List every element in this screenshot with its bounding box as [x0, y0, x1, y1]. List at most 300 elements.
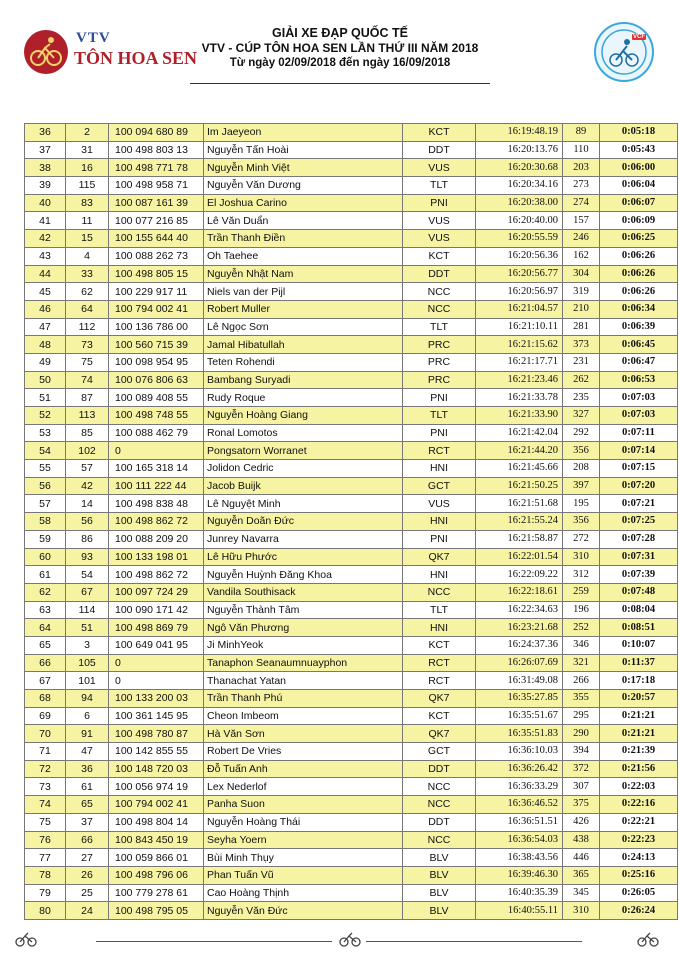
total-time-cell: 16:40:55.11	[476, 902, 563, 920]
uci-id-cell: 100 087 161 39	[109, 194, 204, 212]
rank-cell: 76	[25, 831, 66, 849]
rider-name-cell: Ronal Lomotos	[204, 424, 403, 442]
uci-id-cell: 0	[109, 654, 204, 672]
uci-id-cell: 100 498 838 48	[109, 495, 204, 513]
uci-id-cell: 100 779 278 61	[109, 884, 204, 902]
rank-cell: 61	[25, 566, 66, 584]
rider-name-cell: Lê Nguyệt Minh	[204, 495, 403, 513]
total-time-cell: 16:36:33.29	[476, 778, 563, 796]
time-gap-cell: 0:07:03	[600, 407, 678, 425]
rider-name-cell: Bùi Minh Thụy	[204, 849, 403, 867]
team-code-cell: BLV	[403, 902, 476, 920]
points-cell: 345	[563, 884, 600, 902]
bib-cell: 47	[66, 743, 109, 761]
total-time-cell: 16:21:33.90	[476, 407, 563, 425]
team-code-cell: NCC	[403, 300, 476, 318]
bib-cell: 37	[66, 813, 109, 831]
time-gap-cell: 0:22:23	[600, 831, 678, 849]
table-row	[25, 866, 678, 884]
team-code-cell: TLT	[403, 318, 476, 336]
bib-cell: 112	[66, 318, 109, 336]
total-time-cell: 16:35:51.67	[476, 707, 563, 725]
table-row	[25, 672, 678, 690]
table-row	[25, 177, 678, 195]
bib-cell: 85	[66, 424, 109, 442]
table-row	[25, 548, 678, 566]
points-cell: 259	[563, 583, 600, 601]
points-cell: 397	[563, 477, 600, 495]
rider-name-cell: Phan Tuấn Vũ	[204, 866, 403, 884]
table-row	[25, 194, 678, 212]
bib-cell: 26	[66, 866, 109, 884]
uci-id-cell: 100 229 917 11	[109, 283, 204, 301]
time-gap-cell: 0:21:56	[600, 760, 678, 778]
team-code-cell: TLT	[403, 601, 476, 619]
points-cell: 446	[563, 849, 600, 867]
cyclist-icon	[14, 930, 38, 948]
rider-name-cell: Nguyễn Văn Dương	[204, 177, 403, 195]
table-row	[25, 336, 678, 354]
points-cell: 319	[563, 283, 600, 301]
rider-name-cell: Hà Văn Sơn	[204, 725, 403, 743]
team-code-cell: PNI	[403, 424, 476, 442]
team-code-cell: DDT	[403, 760, 476, 778]
uci-id-cell: 100 076 806 63	[109, 371, 204, 389]
points-cell: 355	[563, 690, 600, 708]
rider-name-cell: Nguyễn Thành Tâm	[204, 601, 403, 619]
time-gap-cell: 0:06:07	[600, 194, 678, 212]
team-code-cell: NCC	[403, 283, 476, 301]
time-gap-cell: 0:24:13	[600, 849, 678, 867]
points-cell: 365	[563, 866, 600, 884]
time-gap-cell: 0:11:37	[600, 654, 678, 672]
time-gap-cell: 0:07:48	[600, 583, 678, 601]
rank-cell: 48	[25, 336, 66, 354]
time-gap-cell: 0:06:45	[600, 336, 678, 354]
points-cell: 235	[563, 389, 600, 407]
team-code-cell: RCT	[403, 442, 476, 460]
points-cell: 292	[563, 424, 600, 442]
bib-cell: 66	[66, 831, 109, 849]
points-cell: 195	[563, 495, 600, 513]
bib-cell: 87	[66, 389, 109, 407]
time-gap-cell: 0:21:39	[600, 743, 678, 761]
bib-cell: 25	[66, 884, 109, 902]
rider-name-cell: Niels van der Pijl	[204, 283, 403, 301]
points-cell: 312	[563, 566, 600, 584]
uci-id-cell: 100 088 262 73	[109, 247, 204, 265]
rider-name-cell: Pongsatorn Worranet	[204, 442, 403, 460]
rank-cell: 56	[25, 477, 66, 495]
cyclist-icon	[338, 930, 362, 948]
table-row	[25, 813, 678, 831]
total-time-cell: 16:23:21.68	[476, 619, 563, 637]
points-cell: 438	[563, 831, 600, 849]
title-underline	[190, 83, 490, 84]
table-row	[25, 778, 678, 796]
time-gap-cell: 0:06:26	[600, 265, 678, 283]
total-time-cell: 16:20:38.00	[476, 194, 563, 212]
uci-id-cell: 100 498 780 87	[109, 725, 204, 743]
table-row	[25, 460, 678, 478]
team-code-cell: DDT	[403, 813, 476, 831]
rank-cell: 69	[25, 707, 66, 725]
results-table	[24, 123, 678, 920]
table-row	[25, 318, 678, 336]
bib-cell: 51	[66, 619, 109, 637]
time-gap-cell: 0:07:39	[600, 566, 678, 584]
table-row	[25, 760, 678, 778]
uci-id-cell: 100 361 145 95	[109, 707, 204, 725]
points-cell: 162	[563, 247, 600, 265]
rank-cell: 80	[25, 902, 66, 920]
time-gap-cell: 0:21:21	[600, 707, 678, 725]
rank-cell: 64	[25, 619, 66, 637]
table-row	[25, 743, 678, 761]
rider-name-cell: Lex Nederlof	[204, 778, 403, 796]
team-code-cell: QK7	[403, 548, 476, 566]
rank-cell: 71	[25, 743, 66, 761]
bib-cell: 36	[66, 760, 109, 778]
points-cell: 262	[563, 371, 600, 389]
uci-id-cell: 100 136 786 00	[109, 318, 204, 336]
vtv-logo-text: VTV	[76, 30, 111, 46]
rider-name-cell: El Joshua Carino	[204, 194, 403, 212]
rank-cell: 46	[25, 300, 66, 318]
uci-id-cell: 100 498 805 15	[109, 265, 204, 283]
total-time-cell: 16:22:09.22	[476, 566, 563, 584]
table-row	[25, 283, 678, 301]
rank-cell: 72	[25, 760, 66, 778]
total-time-cell: 16:39:46.30	[476, 866, 563, 884]
team-code-cell: BLV	[403, 884, 476, 902]
rank-cell: 75	[25, 813, 66, 831]
uci-id-cell: 100 498 958 71	[109, 177, 204, 195]
team-code-cell: PNI	[403, 389, 476, 407]
uci-id-cell: 100 077 216 85	[109, 212, 204, 230]
uci-id-cell: 100 498 869 79	[109, 619, 204, 637]
time-gap-cell: 0:07:28	[600, 530, 678, 548]
rider-name-cell: Nguyễn Tấn Hoài	[204, 141, 403, 159]
team-code-cell: PRC	[403, 353, 476, 371]
table-row	[25, 407, 678, 425]
total-time-cell: 16:20:13.76	[476, 141, 563, 159]
rider-name-cell: Oh Taehee	[204, 247, 403, 265]
bib-cell: 4	[66, 247, 109, 265]
points-cell: 290	[563, 725, 600, 743]
table-row	[25, 849, 678, 867]
table-row	[25, 300, 678, 318]
rank-cell: 67	[25, 672, 66, 690]
uci-id-cell: 100 165 318 14	[109, 460, 204, 478]
table-row	[25, 371, 678, 389]
team-code-cell: KCT	[403, 247, 476, 265]
uci-id-cell: 100 059 866 01	[109, 849, 204, 867]
uci-id-cell: 100 089 408 55	[109, 389, 204, 407]
bib-cell: 115	[66, 177, 109, 195]
rank-cell: 79	[25, 884, 66, 902]
rank-cell: 73	[25, 778, 66, 796]
rank-cell: 53	[25, 424, 66, 442]
total-time-cell: 16:20:30.68	[476, 159, 563, 177]
time-gap-cell: 0:06:26	[600, 283, 678, 301]
total-time-cell: 16:21:17.71	[476, 353, 563, 371]
rank-cell: 49	[25, 353, 66, 371]
vcf-badge: VCF	[633, 34, 645, 40]
team-code-cell: VUS	[403, 230, 476, 248]
table-row	[25, 902, 678, 920]
rider-name-cell: Tanaphon Seanaumnuayphon	[204, 654, 403, 672]
time-gap-cell: 0:25:16	[600, 866, 678, 884]
rider-name-cell: Cheon Imbeom	[204, 707, 403, 725]
team-code-cell: NCC	[403, 778, 476, 796]
table-row	[25, 124, 678, 142]
time-gap-cell: 0:06:26	[600, 247, 678, 265]
table-row	[25, 159, 678, 177]
table-row	[25, 619, 678, 637]
total-time-cell: 16:21:33.78	[476, 389, 563, 407]
rider-name-cell: Im Jaeyeon	[204, 124, 403, 142]
time-gap-cell: 0:08:51	[600, 619, 678, 637]
points-cell: 266	[563, 672, 600, 690]
points-cell: 273	[563, 177, 600, 195]
rider-name-cell: Lê Ngọc Sơn	[204, 318, 403, 336]
bib-cell: 16	[66, 159, 109, 177]
rank-cell: 55	[25, 460, 66, 478]
team-code-cell: VUS	[403, 212, 476, 230]
table-row	[25, 265, 678, 283]
points-cell: 157	[563, 212, 600, 230]
bib-cell: 31	[66, 141, 109, 159]
time-gap-cell: 0:10:07	[600, 636, 678, 654]
team-code-cell: VUS	[403, 159, 476, 177]
points-cell: 274	[563, 194, 600, 212]
rank-cell: 60	[25, 548, 66, 566]
time-gap-cell: 0:26:05	[600, 884, 678, 902]
rider-name-cell: Vandila Southisack	[204, 583, 403, 601]
cyclist-emblem-icon	[24, 30, 68, 74]
table-row	[25, 353, 678, 371]
points-cell: 426	[563, 813, 600, 831]
bib-cell: 73	[66, 336, 109, 354]
bib-cell: 105	[66, 654, 109, 672]
team-code-cell: QK7	[403, 725, 476, 743]
footer-rule-right	[366, 941, 582, 942]
rider-name-cell: Rudy Roque	[204, 389, 403, 407]
uci-id-cell: 100 111 222 44	[109, 477, 204, 495]
rider-name-cell: Seyha Yoern	[204, 831, 403, 849]
team-code-cell: TLT	[403, 177, 476, 195]
team-code-cell: RCT	[403, 672, 476, 690]
team-code-cell: NCC	[403, 583, 476, 601]
team-code-cell: HNI	[403, 460, 476, 478]
team-code-cell: NCC	[403, 831, 476, 849]
points-cell: 110	[563, 141, 600, 159]
time-gap-cell: 0:20:57	[600, 690, 678, 708]
total-time-cell: 16:22:01.54	[476, 548, 563, 566]
team-code-cell: GCT	[403, 743, 476, 761]
rank-cell: 38	[25, 159, 66, 177]
total-time-cell: 16:19:48.19	[476, 124, 563, 142]
rider-name-cell: Cao Hoàng Thịnh	[204, 884, 403, 902]
uci-id-cell: 100 560 715 39	[109, 336, 204, 354]
table-row	[25, 636, 678, 654]
points-cell: 196	[563, 601, 600, 619]
points-cell: 373	[563, 336, 600, 354]
points-cell: 89	[563, 124, 600, 142]
bib-cell: 14	[66, 495, 109, 513]
total-time-cell: 16:35:27.85	[476, 690, 563, 708]
bib-cell: 54	[66, 566, 109, 584]
rank-cell: 63	[25, 601, 66, 619]
rider-name-cell: Đỗ Tuấn Anh	[204, 760, 403, 778]
team-code-cell: DDT	[403, 141, 476, 159]
bib-cell: 113	[66, 407, 109, 425]
total-time-cell: 16:36:46.52	[476, 796, 563, 814]
rider-name-cell: Jacob Buijk	[204, 477, 403, 495]
ton-hoa-sen-logo-text: TÔN HOA SEN	[74, 48, 198, 68]
rider-name-cell: Nguyễn Hoàng Thái	[204, 813, 403, 831]
rider-name-cell: Nguyễn Hoàng Giang	[204, 407, 403, 425]
rank-cell: 54	[25, 442, 66, 460]
vcf-logo	[594, 22, 654, 82]
table-row	[25, 831, 678, 849]
document-title	[180, 26, 500, 71]
rank-cell: 42	[25, 230, 66, 248]
total-time-cell: 16:21:51.68	[476, 495, 563, 513]
uci-id-cell: 100 794 002 41	[109, 300, 204, 318]
time-gap-cell: 0:07:11	[600, 424, 678, 442]
points-cell: 356	[563, 513, 600, 531]
rank-cell: 65	[25, 636, 66, 654]
table-row	[25, 247, 678, 265]
team-code-cell: PNI	[403, 530, 476, 548]
uci-id-cell: 100 088 209 20	[109, 530, 204, 548]
team-code-cell: PRC	[403, 336, 476, 354]
rider-name-cell: Panha Suon	[204, 796, 403, 814]
time-gap-cell: 0:06:34	[600, 300, 678, 318]
time-gap-cell: 0:07:20	[600, 477, 678, 495]
uci-id-cell: 100 498 796 06	[109, 866, 204, 884]
rank-cell: 44	[25, 265, 66, 283]
rider-name-cell: Nguyễn Nhật Nam	[204, 265, 403, 283]
rank-cell: 70	[25, 725, 66, 743]
table-row	[25, 690, 678, 708]
bib-cell: 64	[66, 300, 109, 318]
points-cell: 252	[563, 619, 600, 637]
rider-name-cell: Thanachat Yatan	[204, 672, 403, 690]
total-time-cell: 16:38:43.56	[476, 849, 563, 867]
rank-cell: 58	[25, 513, 66, 531]
total-time-cell: 16:26:07.69	[476, 654, 563, 672]
rider-name-cell: Junrey Navarra	[204, 530, 403, 548]
rank-cell: 52	[25, 407, 66, 425]
bib-cell: 2	[66, 124, 109, 142]
points-cell: 208	[563, 460, 600, 478]
rider-name-cell: Trần Thanh Phú	[204, 690, 403, 708]
bib-cell: 86	[66, 530, 109, 548]
time-gap-cell: 0:07:14	[600, 442, 678, 460]
uci-id-cell: 100 498 804 14	[109, 813, 204, 831]
table-row	[25, 530, 678, 548]
time-gap-cell: 0:17:18	[600, 672, 678, 690]
team-code-cell: BLV	[403, 866, 476, 884]
uci-id-cell: 100 094 680 89	[109, 124, 204, 142]
rank-cell: 62	[25, 583, 66, 601]
bib-cell: 93	[66, 548, 109, 566]
rider-name-cell: Nguyễn Văn Đức	[204, 902, 403, 920]
total-time-cell: 16:20:40.00	[476, 212, 563, 230]
points-cell: 310	[563, 902, 600, 920]
time-gap-cell: 0:22:21	[600, 813, 678, 831]
uci-id-cell: 100 056 974 19	[109, 778, 204, 796]
time-gap-cell: 0:06:47	[600, 353, 678, 371]
points-cell: 375	[563, 796, 600, 814]
time-gap-cell: 0:07:25	[600, 513, 678, 531]
uci-id-cell: 100 098 954 95	[109, 353, 204, 371]
rider-name-cell: Lê Hữu Phước	[204, 548, 403, 566]
table-row	[25, 725, 678, 743]
table-row	[25, 230, 678, 248]
title-line-1: GIẢI XE ĐẠP QUỐC TẾ	[272, 26, 408, 40]
uci-id-cell: 100 843 450 19	[109, 831, 204, 849]
time-gap-cell: 0:07:03	[600, 389, 678, 407]
rank-cell: 59	[25, 530, 66, 548]
total-time-cell: 16:21:58.87	[476, 530, 563, 548]
time-gap-cell: 0:21:21	[600, 725, 678, 743]
bib-cell: 83	[66, 194, 109, 212]
points-cell: 231	[563, 353, 600, 371]
total-time-cell: 16:24:37.36	[476, 636, 563, 654]
uci-id-cell: 100 649 041 95	[109, 636, 204, 654]
table-row	[25, 707, 678, 725]
bib-cell: 27	[66, 849, 109, 867]
time-gap-cell: 0:06:39	[600, 318, 678, 336]
bib-cell: 74	[66, 371, 109, 389]
bib-cell: 33	[66, 265, 109, 283]
uci-id-cell: 100 498 771 78	[109, 159, 204, 177]
table-row	[25, 513, 678, 531]
points-cell: 327	[563, 407, 600, 425]
rider-name-cell: Jamal Hibatullah	[204, 336, 403, 354]
team-code-cell: DDT	[403, 265, 476, 283]
bib-cell: 11	[66, 212, 109, 230]
time-gap-cell: 0:07:31	[600, 548, 678, 566]
total-time-cell: 16:36:10.03	[476, 743, 563, 761]
rider-name-cell: Trần Thanh Điền	[204, 230, 403, 248]
table-row	[25, 566, 678, 584]
team-code-cell: GCT	[403, 477, 476, 495]
total-time-cell: 16:21:55.24	[476, 513, 563, 531]
table-row	[25, 495, 678, 513]
uci-id-cell: 100 097 724 29	[109, 583, 204, 601]
rank-cell: 45	[25, 283, 66, 301]
rider-name-cell: Robert Muller	[204, 300, 403, 318]
rank-cell: 43	[25, 247, 66, 265]
page-header	[0, 0, 679, 90]
table-row	[25, 424, 678, 442]
total-time-cell: 16:21:04.57	[476, 300, 563, 318]
table-row	[25, 389, 678, 407]
total-time-cell: 16:22:18.61	[476, 583, 563, 601]
time-gap-cell: 0:05:43	[600, 141, 678, 159]
team-code-cell: KCT	[403, 636, 476, 654]
ton-hoa-sen-logo	[24, 28, 198, 76]
uci-id-cell: 100 133 200 03	[109, 690, 204, 708]
time-gap-cell: 0:07:21	[600, 495, 678, 513]
uci-id-cell: 100 794 002 41	[109, 796, 204, 814]
table-row	[25, 212, 678, 230]
